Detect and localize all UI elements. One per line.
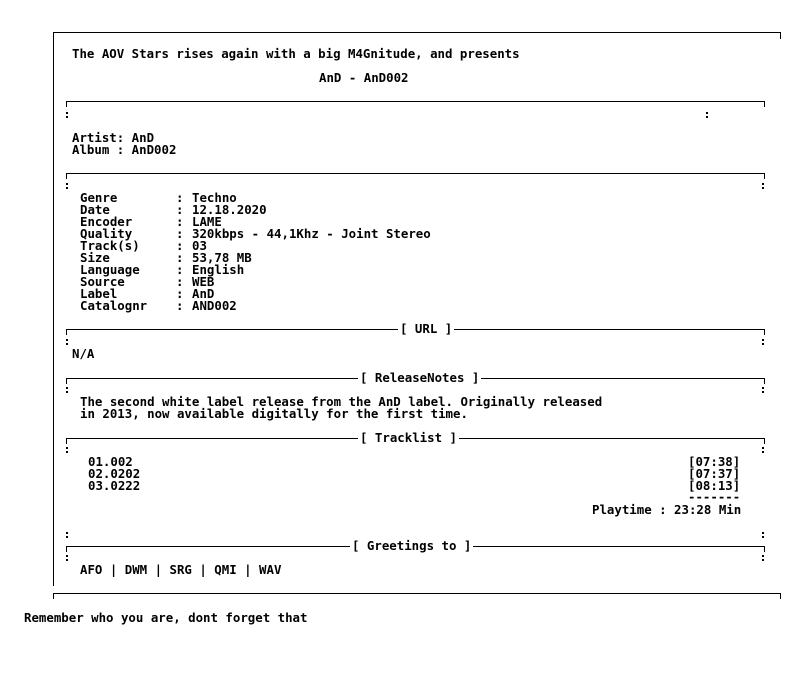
url-section-title: [ URL ] [400,321,453,336]
info-key: Size [80,250,110,265]
frame-bottom-line [53,593,781,594]
frame-bottom-right-tick [780,593,781,599]
track-name: 01.002 [88,454,133,469]
footer-line: Remember who you are, dont forget that [24,610,308,625]
info-value: AnD [192,286,215,301]
greetings-left-dot-2 [66,559,68,561]
info-box-right-dot [762,183,764,185]
track-name: 03.0222 [88,478,141,493]
url-left-dot [66,339,68,341]
tracklist-left-dot [66,447,68,449]
url-left-dot-2 [66,343,68,345]
info-value: AND002 [192,298,237,313]
info-colon: : [176,214,184,229]
info-colon: : [176,238,184,253]
tracklist-right-dot [762,447,764,449]
artist-box-mid-dot-2 [706,116,708,118]
info-key: Encoder [80,214,133,229]
info-colon: : [176,202,184,217]
greetings-left-tick [66,546,67,552]
info-key: Track(s) [80,238,140,253]
info-colon: : [176,250,184,265]
playtime-separator: ------- [688,489,741,504]
artist-box-left-dot-2 [66,116,68,118]
greetings-right-dot [762,555,764,557]
artist-box-mid-dot [706,112,708,114]
greetings-list: AFO | DWM | SRG | QMI | WAV [80,562,282,577]
info-value: 03 [192,238,207,253]
tracklist-left-tick [66,438,67,444]
info-value: WEB [192,274,215,289]
greetings-section-title: [ Greetings to ] [352,538,472,553]
info-colon: : [176,226,184,241]
track-name: 02.0202 [88,466,141,481]
info-key: Source [80,274,125,289]
frame-left-line [53,32,54,586]
info-value: English [192,262,245,277]
info-key: Language [80,262,140,277]
greetings-right-dot-2 [762,559,764,561]
releasenotes-right-dot-2 [762,391,764,393]
info-key: Label [80,286,118,301]
artist-box-left-tick [66,101,67,107]
releasenotes-line: The second white label release from the AnD label. Originally released [80,394,603,409]
info-box-top-rule [66,173,765,174]
url-right-dot [762,339,764,341]
info-colon: : [176,274,184,289]
greetings-right-dot-upper [762,532,764,534]
artist-box-right-tick [764,101,765,107]
url-right-tick [764,329,765,335]
artist-line: Artist: AnD [72,130,155,145]
tracklist-left-dot-2 [66,451,68,453]
track-time: [07:37] [688,466,741,481]
info-colon: : [176,190,184,205]
greetings-right-dot-upper-2 [762,536,764,538]
info-value: LAME [192,214,222,229]
album-line: Album : AnD002 [72,142,177,157]
info-value: 12.18.2020 [192,202,267,217]
releasenotes-right-tick [764,378,765,384]
frame-top-line [53,32,781,33]
info-value: 53,78 MB [192,250,252,265]
info-key: Quality [80,226,133,241]
url-right-dot-2 [762,343,764,345]
info-key: Genre [80,190,118,205]
info-colon: : [176,286,184,301]
playtime: Playtime : 23:28 Min [592,502,742,517]
greetings-right-tick [764,546,765,552]
info-key: Catalognr [80,298,148,313]
track-time: [08:13] [688,478,741,493]
tracklist-right-tick [764,438,765,444]
info-box-right-dot-2 [762,187,764,189]
releasenotes-section-title: [ ReleaseNotes ] [360,370,480,385]
intro-text: The AOV Stars rises again with a big M4Gnitude, and presents [72,46,520,61]
releasenotes-line: in 2013, now available digitally for the first time. [80,406,468,421]
info-value: 320kbps - 44,1Khz - Joint Stereo [192,226,431,241]
url-left-tick [66,329,67,335]
release-title: AnD - AnD002 [319,70,409,85]
info-box-left-dot-2 [66,187,68,189]
tracklist-right-dot-2 [762,451,764,453]
releasenotes-right-dot [762,387,764,389]
info-box-left-tick [66,173,67,179]
artist-box-left-dot [66,112,68,114]
artist-box-top-rule [66,101,765,102]
frame-right-tick [780,32,781,39]
url-value: N/A [72,346,95,361]
frame-bottom-left-tick [53,593,54,599]
releasenotes-left-dot-2 [66,391,68,393]
info-box-left-dot [66,183,68,185]
tracklist-section-title: [ Tracklist ] [360,430,457,445]
greetings-left-dot-upper-2 [66,536,68,538]
releasenotes-left-dot [66,387,68,389]
info-value: Techno [192,190,237,205]
info-box-right-tick [764,173,765,179]
greetings-left-dot-upper [66,532,68,534]
info-key: Date [80,202,110,217]
track-time: [07:38] [688,454,741,469]
info-colon: : [176,298,184,313]
info-colon: : [176,262,184,277]
releasenotes-left-tick [66,378,67,384]
greetings-left-dot [66,555,68,557]
